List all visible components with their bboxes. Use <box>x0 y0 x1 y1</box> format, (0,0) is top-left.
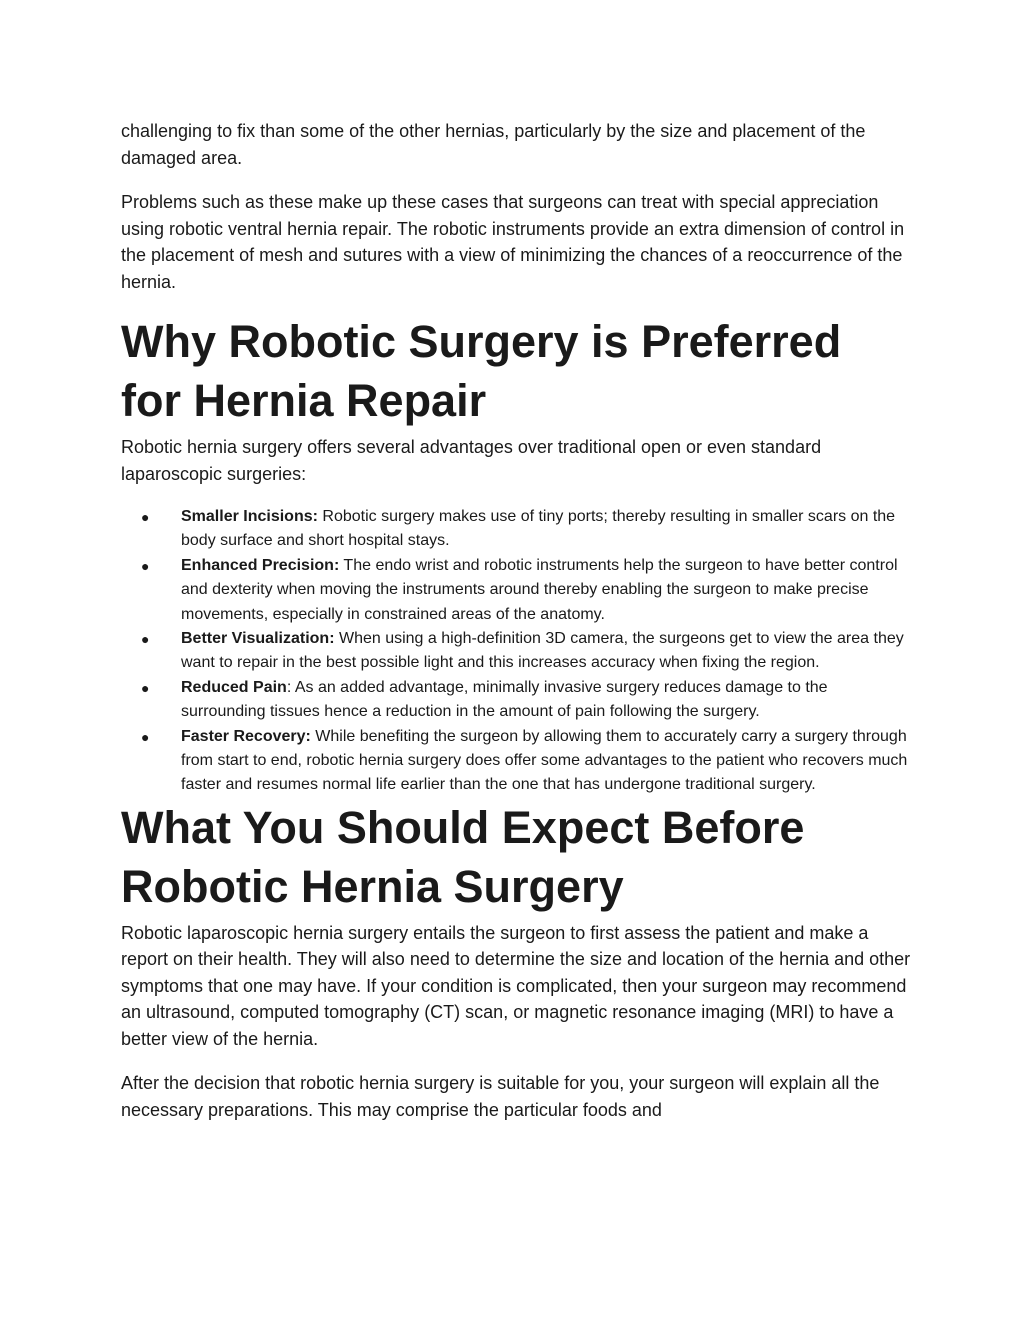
list-item-text: While benefiting the surgeon by allowing them to accurately carry a surgery through from start to end, robotic hernia surgery does offer some advantages to the patient who recovers much faster and resumes normal life earlier than the one that has undergone traditional surgery. <box>181 727 908 794</box>
list-item <box>121 725 911 798</box>
bullet-icon: ● <box>141 557 150 574</box>
list-item-text: When using a high-definition 3D camera, the surgeons get to view the area they want to repair in the best possible light and this increases accuracy when fixing the region. <box>181 630 904 672</box>
paragraph-robotic-ventral-repair: Problems such as these make up these cases that surgeons can treat with special appreciation using robotic ventral hernia repair. The robotic instruments provide an extra dimension of control in the placement of mesh and sutures with a view of minimizing the chances of a reoccurrence of the hernia. <box>121 192 905 292</box>
list-item <box>121 627 911 676</box>
list-item-term: Reduced Pain <box>181 678 287 696</box>
list-item-term: Faster Recovery: <box>181 727 311 745</box>
list-item-term: Better Visualization: <box>181 630 335 648</box>
list-item-text: Robotic surgery makes use of tiny ports; thereby resulting in smaller scars on the body surface and short hospital stays. <box>181 508 896 550</box>
bullet-icon: ● <box>141 509 150 525</box>
list-item <box>121 554 911 627</box>
paragraph-assessment: Robotic laparoscopic hernia surgery entails the surgeon to first assess the patient and make a report on their health. They will also need to determine the size and location of the hernia and other symptoms that one may have. If your condition is complicated, then your surgeon may recommend an ultrasound, computed tomography (CT) scan, or magnetic resonance imaging (MRI) to have a better view of the hernia. <box>121 922 911 1049</box>
list-item-term: Smaller Incisions: <box>181 508 318 525</box>
paragraph-hernia-placement: challenging to fix than some of the other hernias, particularly by the size and placement of the damaged area. <box>121 121 866 168</box>
list-item-text: : As an added advantage, minimally invasive surgery reduces damage to the surrounding tissues hence a reduction in the amount of pain following the surgery. <box>181 678 828 721</box>
bullet-icon: ● <box>141 679 150 696</box>
bullet-icon: ● <box>141 728 150 745</box>
heading-what-to-expect: What You Should Expect Before Robotic Hernia Surgery <box>121 801 805 912</box>
list-item-term: Enhanced Precision: <box>181 556 340 574</box>
heading-why-robotic-surgery: Why Robotic Surgery is Preferred for Hernia Repair <box>121 316 842 426</box>
list-item <box>121 676 911 725</box>
document-page <box>121 118 911 1123</box>
list-item <box>121 505 911 554</box>
paragraph-advantages-intro: Robotic hernia surgery offers several advantages over traditional open or even standard laparoscopic surgeries: <box>121 437 822 484</box>
bullet-icon: ● <box>141 631 150 648</box>
paragraph-preparations: After the decision that robotic hernia surgery is suitable for you, your surgeon will explain all the necessary preparations. This may comprise the particular foods and <box>121 1073 880 1120</box>
advantages-list <box>121 505 911 798</box>
list-item-text: The endo wrist and robotic instruments help the surgeon to have better control and dexterity when moving the instruments around thereby enabling the surgeon to make precise movements, especially in constrained areas of the anatomy. <box>181 556 898 623</box>
